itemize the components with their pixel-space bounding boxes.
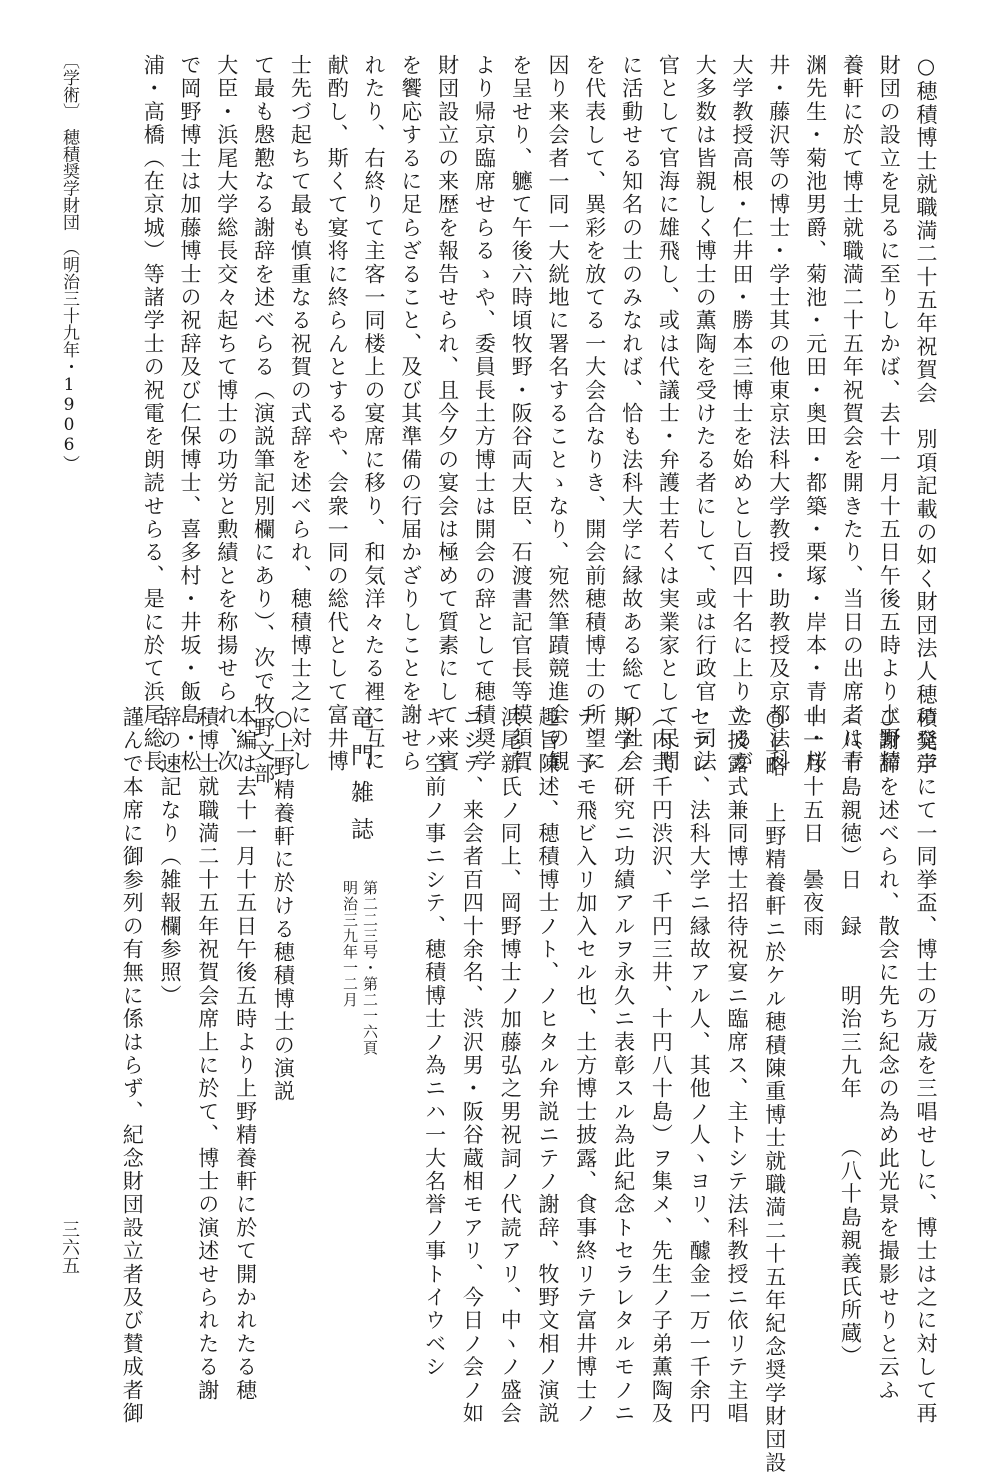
- bottom-text-column: 浜尾新氏ノ同上、岡野博士ノ加藤弘之男祝詞ノ代読アリ、中ヽノ盛会: [498, 706, 523, 1426]
- bottom-text-column: ○上野精養軒に於ける穂積博士の演説: [271, 706, 296, 1104]
- bottom-text-column: ○上略 上野精養軒ニ於ケル穂積陳重博士就職満二十五年紀念奨学財団設: [762, 706, 787, 1475]
- top-text-column: を饗応するに足らざること、及び其準備の行届かざりしことを謝せら: [398, 54, 423, 774]
- bottom-text-column: 辞の速記なり（雑報欄参照）: [158, 706, 182, 1008]
- bottom-text-column: セラレ、法科大学ニ縁故アル人、其他ノ人ヽヨリ、醵金一万一千余円: [687, 706, 712, 1426]
- top-text-column: 官として官海に雄飛し、或は代議士・弁護士若くは実業家として民間: [656, 54, 681, 774]
- magazine-issue: 第二二三号・第二一六頁: [361, 880, 379, 1056]
- top-text-column: ○穂積博士就職満二十五年祝賀会 別項記載の如く財団法人穂積奨学: [914, 54, 938, 777]
- bottom-text-column: 趣旨陳述、穂積博士ノト、ノヒタル弁説ニテノ謝辞、牧野文相ノ演説: [536, 706, 560, 1426]
- magazine-title: 竜門雑誌: [347, 706, 373, 854]
- bottom-text-column: 積博士就職満二十五年祝賀会席上に於て、博士の演述せられたる謝: [195, 706, 220, 1402]
- bottom-text-column: 立披露式兼同博士招待祝宴ニ臨席ス、主トシテ法科教授ニ依リテ主唱: [725, 706, 749, 1426]
- top-text-column: 献酌し、斯くて宴将に終らんとするや、会衆一同の総代として富井博: [325, 54, 350, 774]
- top-text-column: 養軒に於て博士就職満二十五年祝賀会を開きたり、当日の出席者は青: [840, 54, 865, 774]
- bottom-text-column: 謹んで本席に御参列の有無に係はらず、紀念財団設立者及び賛成者御: [120, 706, 145, 1426]
- top-text-column: 士先づ起ちて最も慎重なる祝賀の式辞を述べられ、穂積博士之に対し: [288, 54, 313, 774]
- bottom-text-column: び謝辞を述べられ、散会に先ち紀念の為め此光景を撮影せりと云ふ: [876, 706, 901, 1402]
- top-text-column: て最も慇懃なる謝辞を述べらる（演説筆記別欄にあり）、次で牧野文部: [251, 54, 276, 786]
- bottom-text-column: 十一月十五日 曇夜雨: [800, 706, 825, 938]
- top-text-column: より帰京臨席せらるゝや、委員長土方博士は開会の辞として穂積奨学: [472, 54, 497, 774]
- top-text-column: 因り来会者一同一大絖地に署名することゝなり、宛然筆蹟競進会の観: [546, 54, 570, 774]
- top-text-column: 大学教授高根・仁井田・勝本三博士を始めとし百四十名に上りたるが: [730, 54, 754, 774]
- top-text-column: 大多数は皆親しく博士の薫陶を受けたる者にして、或は行政官・司法: [693, 54, 718, 774]
- bottom-text-column: キハ空前ノ事ニシテ、穂積博士ノ為ニハ一大名誉ノ事トイウベシ: [422, 706, 447, 1379]
- top-text-column: 大臣・浜尾大学総長交々起ちて博士の功労と勲績とを称揚せられ、次: [214, 54, 239, 774]
- top-text-column: に活動せる知名の士のみなれば、恰も法科大学に縁故ある総ての社会: [619, 54, 644, 774]
- bottom-text-column: ニシテ、来会者百四十余名、渋沢男・阪谷蔵相モアリ、今日ノ会ノ如: [460, 706, 485, 1426]
- bottom-text-column: の発声にて一同挙盃、博士の万歳を三唱せしに、博士は之に対して再: [914, 706, 938, 1426]
- top-text-column: を代表して、異彩を放てる一大会合なりき、開会前穂積博士の所望に: [582, 54, 607, 774]
- bottom-text-column: 斯学ノ研究ニ功績アルヲ永久ニ表彰スル為此紀念トセラレタルモノニ: [611, 706, 636, 1426]
- bottom-text-column: テ、予モ飛ビ入リ加入セル也、土方博士披露、食事終リテ富井博士ノ: [573, 706, 598, 1426]
- top-text-column: 浦・高橋（在京城）等諸学士の祝電を朗読せらる、是に於て浜尾総長: [141, 54, 166, 774]
- top-text-column: 財団設立の来歴を報告せられ、且今夕の宴会は極めて質素にして来賓: [435, 54, 460, 774]
- top-text-column: を呈せり、軈て午後六時頃牧野・阪谷両大臣、石渡書記官長等模須賀: [509, 54, 534, 774]
- top-text-column: れたり、右終りて主客一同楼上の宴席に移り、和気洋々たる裡に互に: [362, 54, 386, 774]
- bottom-text-column: （八十島親徳）日 録 明治三九年 （八十島親義氏所蔵）: [838, 706, 863, 1369]
- top-text-column: 財団の設立を見るに至りしかば、去十一月十五日午後五時より上野精: [877, 54, 902, 774]
- running-header: 〔学術〕 穂積奨学財団 （明治三十九年・1906）: [59, 52, 79, 472]
- bottom-text-column: 本編は去十一月十五日午後五時より上野精養軒に於て開かれたる穂: [233, 706, 258, 1402]
- top-text-column: 渊先生・菊池男爵、菊池・元田・奥田・都築・栗塚・岸本・青山・桜: [803, 54, 828, 774]
- top-text-column: 井・藤沢等の博士・学士其の他東京法科大学教授・助教授及京都法科: [766, 54, 791, 774]
- top-text-column: で岡野博士は加藤博士の祝辞及び仁保博士、喜多村・井坂・飯島・松: [178, 54, 202, 774]
- page-number: 三六五: [59, 1220, 80, 1274]
- magazine-date: 明治三九年一二月: [341, 880, 359, 1008]
- bottom-text-column: （内弐千円渋沢、千円三井、十円八十島）ヲ集メ、先生ノ子弟薫陶及: [649, 706, 674, 1426]
